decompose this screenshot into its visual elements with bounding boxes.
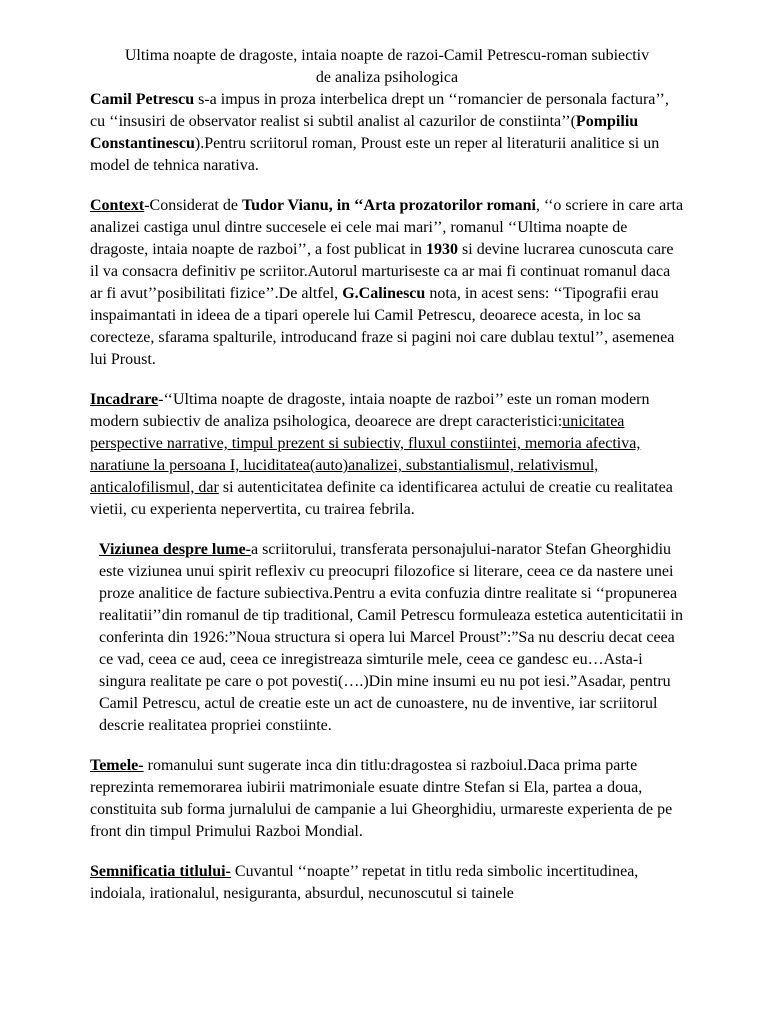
context-paragraph: [90, 195, 684, 371]
intro-text-2: ).Pentru scriitorul roman, Proust este un reper al literaturii analitice si un model de tehnica narativa.: [90, 135, 660, 174]
intro-paragraph: [90, 89, 684, 177]
context-text-3: si devine lucrarea cunoscuta care il va consacra definitiv pe scriitor.Autorul marturiseste ca ar mai fi continuat romanul daca ar fi avut’’posibilitati fizice’’.De altfel,: [90, 241, 674, 302]
incadrare-text-1: -‘‘Ultima noapte de dragoste, intaia noapte de razboi’’ este un roman modern modern subiectiv de analiza psihologica, deoarece are drept caracteristici:: [90, 391, 650, 430]
title-line-1: Ultima noapte de dragoste, intaia noapte de razoi-Camil Petrescu-roman subiectiv: [124, 47, 650, 64]
incadrare-text-2: si autenticitatea definite ca identificarea actului de creatie cu realitatea vietii, cu experienta nepervertita, cu trairea febrila.: [90, 479, 673, 518]
paragraph-spacer: [90, 737, 684, 755]
viziunea-heading: Viziunea despre lume-: [99, 541, 251, 558]
document-title: [90, 45, 684, 89]
title-line-2: de analiza psihologica: [315, 69, 459, 86]
paragraph-spacer: [90, 371, 684, 389]
viziunea-paragraph: [90, 539, 684, 737]
semnificatia-text: Cuvantul ‘‘noapte’’ repetat in titlu reda simbolic incertitudinea, indoiala, irationalul, nesiguranta, absurdul, necunoscutul si tainele: [90, 863, 639, 902]
paragraph-spacer: [90, 177, 684, 195]
paragraph-spacer: [90, 843, 684, 861]
intro-text-1: s-a impus in proza interbelica drept un ‘‘romancier de personala factura’’, cu ‘‘insusiri de observator realist si subtil analist al cazurilor de constiinta’’(: [90, 91, 669, 130]
context-heading: Context: [90, 197, 145, 214]
context-year: 1930: [426, 241, 459, 258]
temele-text: romanului sunt sugerate inca din titlu:dragostea si razboiul.Daca prima parte reprezinta rememorarea iubirii matrimoniale esuate dintre Stefan si Ela, partea a doua, constituita sub forma jurnalului de campanie a lui Gheorghidiu, urmareste experienta de pe front din timpul Primului Razboi Mondial.: [90, 757, 673, 840]
author-name: Camil Petrescu: [90, 91, 195, 108]
context-text-2: , ‘‘o scriere in care arta analizei castiga unul dintre succesele ei cele mai mari’’, romanul ‘‘Ultima noapte de dragoste, intaia noapte de razboi’’, a fost publicat in: [90, 197, 684, 258]
incadrare-paragraph: [90, 389, 684, 521]
semnificatia-heading: Semnificatia titlului-: [90, 863, 231, 880]
temele-paragraph: [90, 755, 684, 843]
context-bold-1: Tudor Vianu, in ‘‘Arta prozatorilor romani: [241, 197, 536, 214]
incadrare-heading: Incadrare: [90, 391, 159, 408]
context-text-1: -Considerat de: [144, 197, 242, 214]
temele-heading: Temele-: [90, 757, 144, 774]
context-bold-2: G.Calinescu: [342, 285, 426, 302]
critic-name: Pompiliu Constantinescu: [90, 113, 639, 152]
viziunea-text: a scriitorului, transferata personajului-narator Stefan Gheorghidiu este viziunea unui spirit reflexiv cu preocupri filozofice si literare, ceea ce da nastere unei proze analitice de facture subiectiva.Pentru a evita confuzia dintre realitate si ‘‘propunerea realitatii’’din romanul de tip traditional, Camil Petrescu formuleaza estetica autenticitatii in conferinta din 1926:”Noua structura si opera lui Marcel Proust”:”Sa nu descriu decat ceea ce vad, ceea ce aud, ceea ce inregistreaza simturile mele, ceea ce gandesc eu…Asta-i singura realitate pe care o pot povesti(….)Din mine insumi eu nu pot iesi.”Asadar, pentru Camil Petrescu, actul de creatie este un act de cunoastere, nu de inventive, iar scriitorul descrie realitatea propriei constiinte.: [99, 541, 683, 734]
incadrare-underlined: unicitatea perspective narrative, timpul prezent si subiectiv, fluxul constiintei, memoria afectiva, naratiune la persoana I, luciditatea(auto)analizei, substantialismul, relativismul, anticalofilismul, dar: [90, 413, 641, 496]
context-text-4: nota, in acest sens: ‘‘Tipografii erau inspaimantati in ideea de a tipari operele lui Camil Petrescu, deoarece acesta, in loc sa corecteze, sfarama spalturile, introducand fraze si pagini noi care dublau textul’’, asemenea lui Proust.: [90, 285, 675, 368]
paragraph-spacer: [90, 521, 684, 539]
semnificatia-paragraph: [90, 861, 684, 905]
